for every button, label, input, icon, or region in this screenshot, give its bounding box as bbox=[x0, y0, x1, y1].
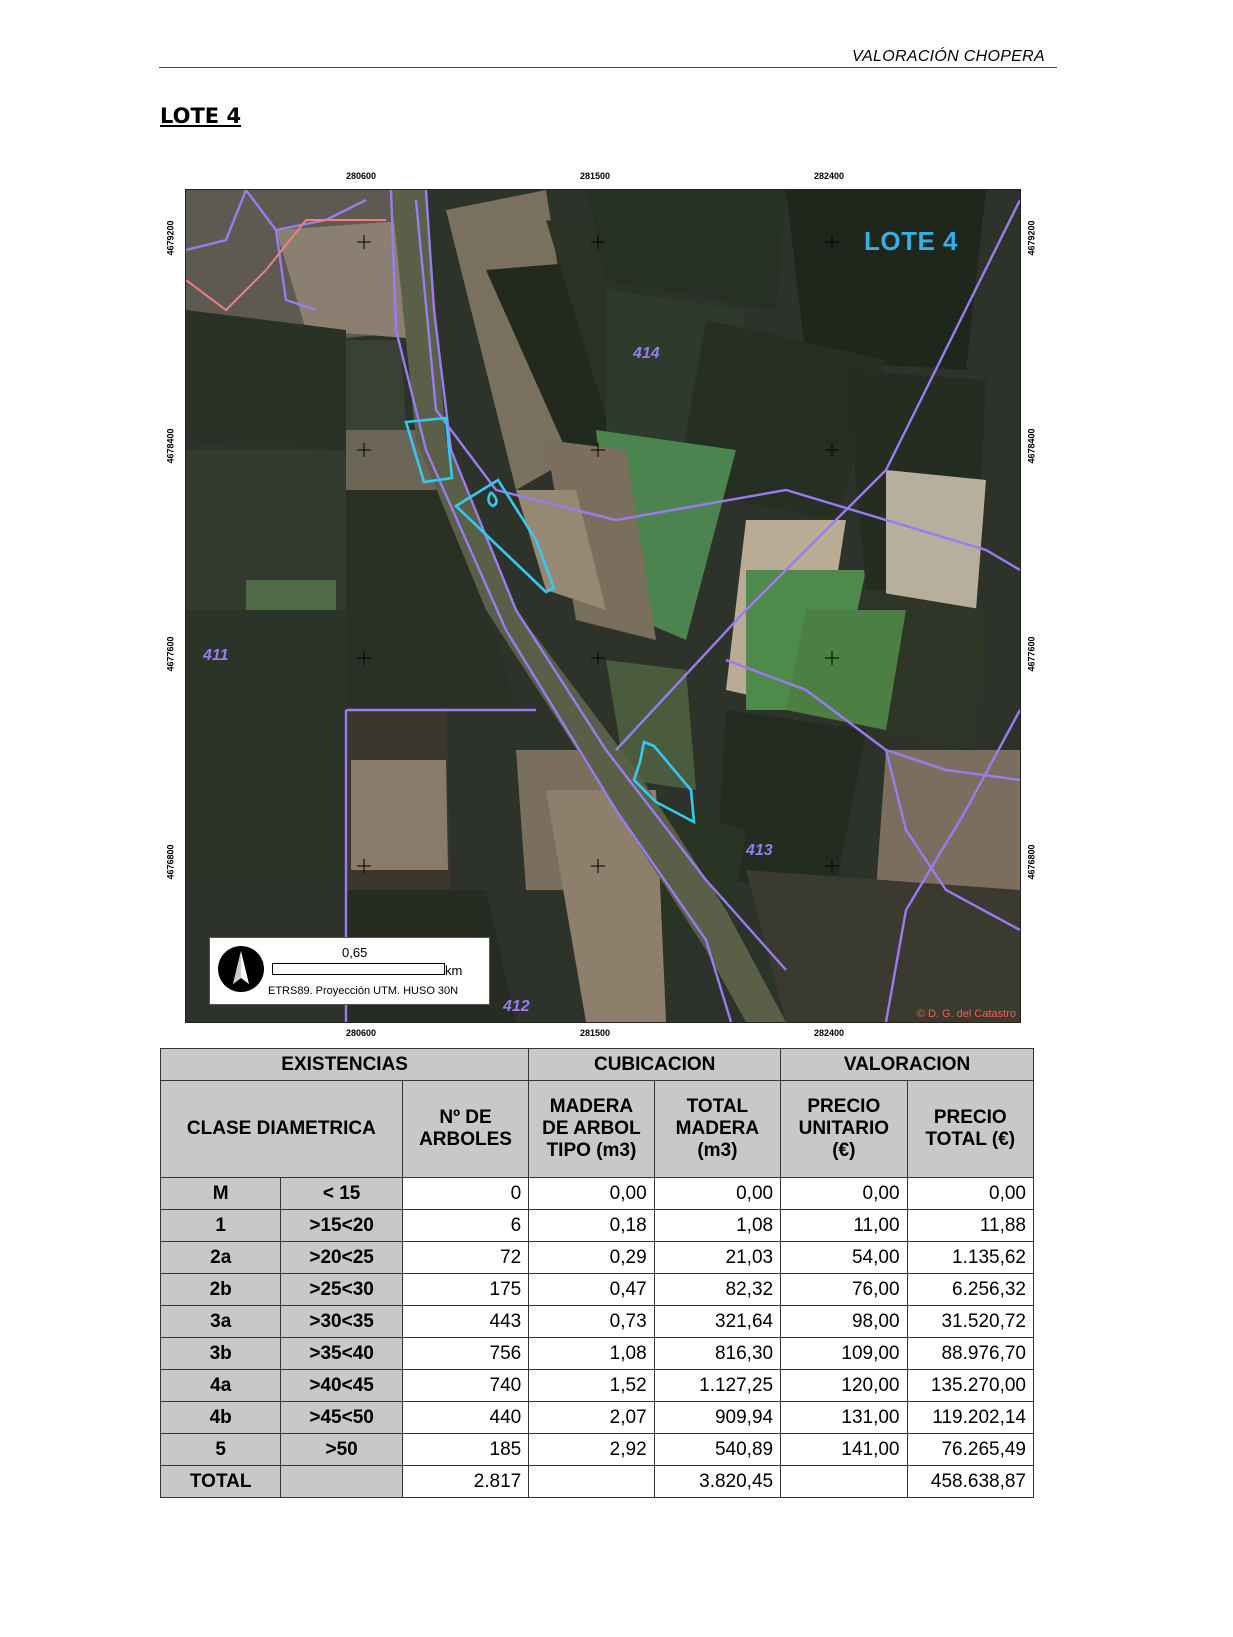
cell-total-madera: 1.127,25 bbox=[654, 1370, 780, 1402]
scale-unit: km bbox=[445, 963, 463, 978]
cell-rango: >35<40 bbox=[281, 1338, 402, 1370]
north-arrow-icon bbox=[216, 944, 266, 994]
col-header-total-madera: TOTAL MADERA (m3) bbox=[654, 1081, 780, 1178]
total-label: TOTAL bbox=[161, 1466, 281, 1498]
col-header-arboles: Nº DE ARBOLES bbox=[402, 1081, 528, 1178]
map-legend bbox=[209, 937, 490, 1005]
map-copyright: © D. G. del Catastro bbox=[916, 1008, 1016, 1020]
left-y-tick: 4677600 bbox=[165, 636, 176, 672]
cell-madera-tipo: 1,52 bbox=[529, 1370, 654, 1402]
cell-clase: 2a bbox=[161, 1242, 281, 1274]
scale-bar bbox=[272, 963, 445, 975]
cell-rango: >30<35 bbox=[281, 1306, 402, 1338]
bottom-x-tick: 280600 bbox=[346, 1028, 377, 1038]
cell-madera-tipo: 1,08 bbox=[529, 1338, 654, 1370]
cell-arboles: 443 bbox=[402, 1306, 528, 1338]
total-arboles: 2.817 bbox=[402, 1466, 528, 1498]
cell-precio-unitario: 131,00 bbox=[781, 1402, 907, 1434]
table-row bbox=[161, 1210, 1034, 1242]
aerial-imagery bbox=[186, 190, 1020, 1022]
aerial-map bbox=[185, 189, 1021, 1023]
bottom-x-tick: 281500 bbox=[580, 1028, 611, 1038]
total-empty bbox=[281, 1466, 402, 1498]
cell-total-madera: 1,08 bbox=[654, 1210, 780, 1242]
table-row bbox=[161, 1434, 1034, 1466]
cell-clase: 4b bbox=[161, 1402, 281, 1434]
cell-clase: 2b bbox=[161, 1274, 281, 1306]
cell-precio-unitario: 141,00 bbox=[781, 1434, 907, 1466]
cell-clase: 3a bbox=[161, 1306, 281, 1338]
cell-arboles: 185 bbox=[402, 1434, 528, 1466]
cell-madera-tipo: 0,18 bbox=[529, 1210, 654, 1242]
cell-arboles: 756 bbox=[402, 1338, 528, 1370]
cell-rango: >50 bbox=[281, 1434, 402, 1466]
cell-madera-tipo: 0,73 bbox=[529, 1306, 654, 1338]
cell-clase: 4a bbox=[161, 1370, 281, 1402]
col-header-clase: CLASE DIAMETRICA bbox=[161, 1081, 403, 1178]
cell-clase: 5 bbox=[161, 1434, 281, 1466]
table-row bbox=[161, 1338, 1034, 1370]
cell-rango: >20<25 bbox=[281, 1242, 402, 1274]
total-empty bbox=[529, 1466, 654, 1498]
total-row bbox=[161, 1466, 1034, 1498]
cell-precio-total: 1.135,62 bbox=[907, 1242, 1033, 1274]
cell-precio-total: 88.976,70 bbox=[907, 1338, 1033, 1370]
right-y-tick: 4676800 bbox=[1026, 844, 1037, 880]
header-rule bbox=[159, 67, 1057, 68]
cell-clase: 3b bbox=[161, 1338, 281, 1370]
cell-clase: M bbox=[161, 1178, 281, 1210]
header-title: VALORACIÓN CHOPERA bbox=[851, 48, 1045, 65]
projection-note: ETRS89. Proyección UTM. HUSO 30N bbox=[268, 985, 459, 997]
top-x-tick: 280600 bbox=[346, 171, 377, 181]
cell-total-madera: 0,00 bbox=[654, 1178, 780, 1210]
cell-total-madera: 816,30 bbox=[654, 1338, 780, 1370]
cell-precio-unitario: 98,00 bbox=[781, 1306, 907, 1338]
cell-precio-total: 119.202,14 bbox=[907, 1402, 1033, 1434]
top-x-tick: 281500 bbox=[580, 171, 611, 181]
cell-total-madera: 321,64 bbox=[654, 1306, 780, 1338]
right-y-tick: 4677600 bbox=[1026, 636, 1037, 672]
cell-precio-unitario: 0,00 bbox=[781, 1178, 907, 1210]
cell-rango: >40<45 bbox=[281, 1370, 402, 1402]
cell-total-madera: 540,89 bbox=[654, 1434, 780, 1466]
cell-arboles: 740 bbox=[402, 1370, 528, 1402]
cell-total-madera: 909,94 bbox=[654, 1402, 780, 1434]
right-y-tick: 4679200 bbox=[1026, 220, 1037, 256]
scale-value: 0,65 bbox=[342, 945, 368, 960]
total-empty bbox=[781, 1466, 907, 1498]
left-y-tick: 4679200 bbox=[165, 220, 176, 256]
cell-precio-unitario: 120,00 bbox=[781, 1370, 907, 1402]
cell-arboles: 440 bbox=[402, 1402, 528, 1434]
cell-precio-total: 76.265,49 bbox=[907, 1434, 1033, 1466]
cell-precio-total: 31.520,72 bbox=[907, 1306, 1033, 1338]
cell-precio-unitario: 54,00 bbox=[781, 1242, 907, 1274]
col-header-precio-total: PRECIO TOTAL (€) bbox=[907, 1081, 1033, 1178]
table-row bbox=[161, 1178, 1034, 1210]
cell-precio-unitario: 76,00 bbox=[781, 1274, 907, 1306]
cell-madera-tipo: 0,47 bbox=[529, 1274, 654, 1306]
cell-precio-total: 6.256,32 bbox=[907, 1274, 1033, 1306]
table-row bbox=[161, 1306, 1034, 1338]
table-row bbox=[161, 1242, 1034, 1274]
left-y-tick: 4676800 bbox=[165, 844, 176, 880]
cell-total-madera: 21,03 bbox=[654, 1242, 780, 1274]
top-x-tick: 282400 bbox=[814, 171, 845, 181]
cell-arboles: 72 bbox=[402, 1242, 528, 1274]
cell-arboles: 6 bbox=[402, 1210, 528, 1242]
parcel-number: 413 bbox=[746, 842, 773, 859]
valuation-table bbox=[160, 1048, 1034, 1498]
parcel-number: 414 bbox=[633, 345, 660, 362]
parcel-number: 411 bbox=[203, 647, 229, 664]
cell-precio-total: 0,00 bbox=[907, 1178, 1033, 1210]
cell-clase: 1 bbox=[161, 1210, 281, 1242]
total-precio: 458.638,87 bbox=[907, 1466, 1033, 1498]
table-row bbox=[161, 1274, 1034, 1306]
cell-precio-total: 11,88 bbox=[907, 1210, 1033, 1242]
bottom-x-tick: 282400 bbox=[814, 1028, 845, 1038]
page-title: LOTE 4 bbox=[160, 104, 242, 128]
cell-rango: >45<50 bbox=[281, 1402, 402, 1434]
group-header-cubicacion: CUBICACION bbox=[529, 1049, 781, 1081]
cell-total-madera: 82,32 bbox=[654, 1274, 780, 1306]
group-header-valoracion: VALORACION bbox=[781, 1049, 1034, 1081]
cell-arboles: 0 bbox=[402, 1178, 528, 1210]
left-y-tick: 4678400 bbox=[165, 428, 176, 464]
right-y-tick: 4678400 bbox=[1026, 428, 1037, 464]
total-madera: 3.820,45 bbox=[654, 1466, 780, 1498]
cell-arboles: 175 bbox=[402, 1274, 528, 1306]
cell-rango: < 15 bbox=[281, 1178, 402, 1210]
cell-precio-unitario: 109,00 bbox=[781, 1338, 907, 1370]
cell-rango: >15<20 bbox=[281, 1210, 402, 1242]
cell-madera-tipo: 2,92 bbox=[529, 1434, 654, 1466]
col-header-madera-tipo: MADERA DE ARBOL TIPO (m3) bbox=[529, 1081, 654, 1178]
col-header-precio-unitario: PRECIO UNITARIO (€) bbox=[781, 1081, 907, 1178]
cell-precio-unitario: 11,00 bbox=[781, 1210, 907, 1242]
table-row bbox=[161, 1402, 1034, 1434]
cell-madera-tipo: 0,00 bbox=[529, 1178, 654, 1210]
cell-madera-tipo: 0,29 bbox=[529, 1242, 654, 1274]
cell-rango: >25<30 bbox=[281, 1274, 402, 1306]
cell-precio-total: 135.270,00 bbox=[907, 1370, 1033, 1402]
map-lote-label: LOTE 4 bbox=[863, 226, 958, 256]
table-row bbox=[161, 1370, 1034, 1402]
cell-madera-tipo: 2,07 bbox=[529, 1402, 654, 1434]
parcel-number: 412 bbox=[503, 998, 530, 1015]
group-header-existencias: EXISTENCIAS bbox=[161, 1049, 529, 1081]
